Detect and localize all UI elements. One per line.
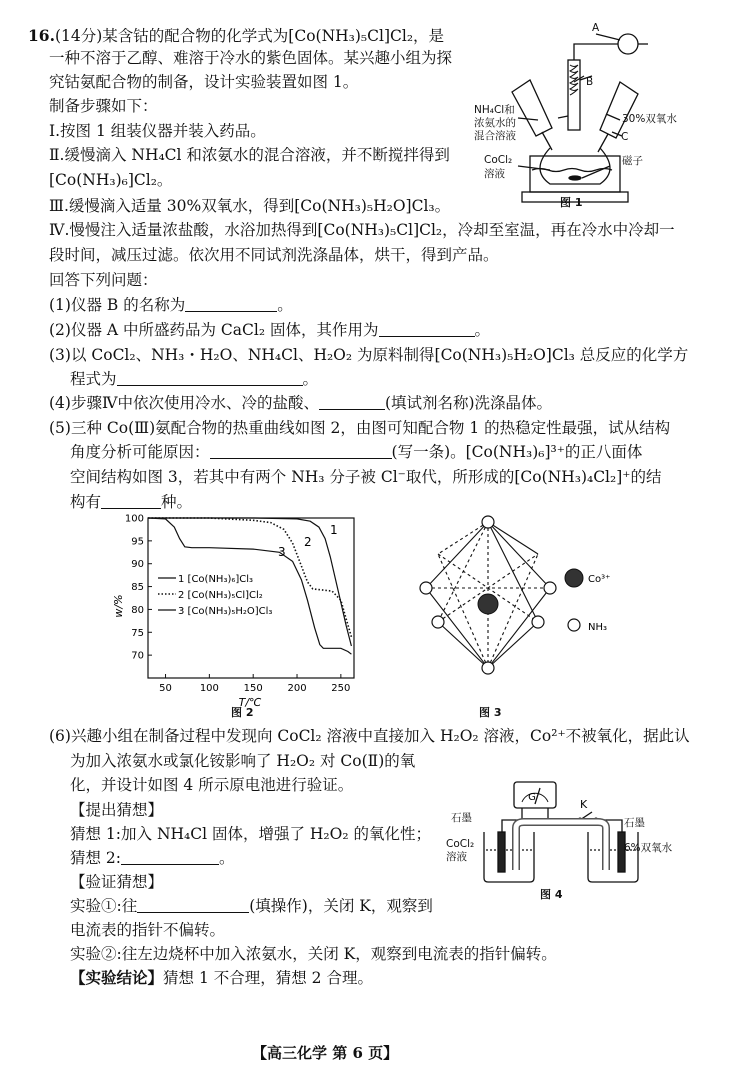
fig1-label-a: A <box>592 22 600 34</box>
steps-title: 制备步骤如下： <box>49 97 158 115</box>
nh3-vertex <box>544 582 556 594</box>
q5-line-4 <box>70 492 192 512</box>
q5-answer-blank-1[interactable] <box>210 442 392 459</box>
left-beaker <box>484 832 534 882</box>
x-tick-label: 200 <box>287 683 307 694</box>
fig1-label-mix-3: 混合溶液 <box>474 130 516 142</box>
step-4b: 段时间，减压过滤。依次用不同试剂洗涤晶体，烘干，得到产品。 <box>49 246 499 264</box>
x-axis-label: T/℃ <box>238 696 262 709</box>
legend-entry-3: 3 [Co(NH₃)₅H₂O]Cl₃ <box>178 606 273 617</box>
fig4-caption: 图 4 <box>540 888 563 901</box>
nh3-vertex <box>432 616 444 628</box>
step-2a: Ⅱ.缓慢滴入 NH₄Cl 和浓氨水的混合溶液，并不断搅拌得到 <box>49 146 450 164</box>
legend-co-symbol <box>565 569 583 587</box>
q5-line-2 <box>70 442 642 462</box>
q4-line <box>49 393 552 413</box>
experiment-1-blank[interactable] <box>137 896 249 913</box>
intro-line-3: 究钴氨配合物的制备，设计实验装置如图 1。 <box>49 73 359 91</box>
q6-line-2: 为加入浓氨水或氯化铵影响了 H₂O₂ 对 Co(Ⅱ)的氧 <box>70 752 416 770</box>
hypothesis-2-blank[interactable] <box>121 848 219 865</box>
figure-2-thermogravimetric-chart <box>112 510 362 710</box>
q5-line-3: 空间结构如图 3，若其中有两个 NH₃ 分子被 Cl⁻取代，所形成的[Co(NH₃)₄Cl₂]⁺的结 <box>70 468 662 486</box>
series-curve-3 <box>148 518 351 654</box>
figure-3-octahedron <box>408 510 658 700</box>
page-footer: 【高三化学 第 6 页】 <box>252 1044 399 1062</box>
q2-text: (2)仪器 A 中所盛药品为 CaCl₂ 固体，其作用为 <box>49 321 379 339</box>
q4-answer-blank[interactable] <box>319 393 385 410</box>
legend-nh3-label: NH₃ <box>588 622 608 633</box>
hypothesis-title: 【提出猜想】 <box>70 801 164 819</box>
experiment-2: 实验②:往左边烧杯中加入浓氨水，关闭 K，观察到电流表的指针偏转。 <box>70 945 557 963</box>
nh3-vertex <box>482 516 494 528</box>
experiment-1-text-a: 实验①:往 <box>70 897 138 915</box>
salt-bridge <box>516 822 606 870</box>
fig1-label-h2o2: 30%双氧水 <box>622 113 677 125</box>
x-tick-label: 100 <box>199 683 219 694</box>
y-tick-label: 75 <box>131 627 144 639</box>
experiment-1-text-b: (填操作)，关闭 K，观察到 <box>249 897 433 915</box>
hypothesis-2-text: 猜想 2: <box>70 849 122 867</box>
q5-text-d: 种。 <box>161 493 193 511</box>
drying-tube-bulb <box>618 34 638 54</box>
q3-line-1: (3)以 CoCl₂、NH₃・H₂O、NH₄Cl、H₂O₂ 为原料制得[Co(NH₃)₅H₂O]Cl₃ 总反应的化学方 <box>49 346 689 364</box>
y-tick-label: 85 <box>131 582 144 594</box>
q6-line-1: (6)兴趣小组在制备过程中发现向 CoCl₂ 溶液中直接加入 H₂O₂ 溶液，Co²⁺不被氧化，据此认 <box>49 727 690 745</box>
curve-3-label: 3 <box>278 545 286 559</box>
nh3-vertex <box>420 582 432 594</box>
co-center-atom <box>478 594 498 614</box>
fig1-label-cocl2-2: 溶液 <box>484 168 505 180</box>
q3-line-2 <box>70 369 318 389</box>
q1-line <box>49 295 293 315</box>
q5-line-1: (5)三种 Co(Ⅲ)氨配合物的热重曲线如图 2，由图可知配合物 1 的热稳定性最强，试从结构 <box>49 419 671 437</box>
q5-text-c: 构有 <box>70 493 102 511</box>
step-3: Ⅲ.缓慢滴入适量 30%双氧水，得到[Co(NH₃)₅H₂O]Cl₃。 <box>49 197 451 215</box>
q3-text: 程式为 <box>70 370 117 388</box>
fig1-caption: 图 1 <box>560 196 583 209</box>
q2-answer-blank[interactable] <box>379 320 475 337</box>
hypothesis-1: 猜想 1:加入 NH₄Cl 固体，增强了 H₂O₂ 的氧化性； <box>70 825 431 843</box>
q1-text: (1)仪器 B 的名称为 <box>49 296 186 314</box>
y-tick-label: 70 <box>131 650 144 662</box>
legend-nh3-symbol <box>568 619 580 631</box>
nh3-vertex <box>482 662 494 674</box>
question-number: 16. <box>28 26 55 45</box>
y-tick-label: 80 <box>131 604 144 616</box>
conclusion-title: 【实验结论】 <box>70 968 164 987</box>
x-tick-label: 50 <box>159 683 172 694</box>
fig4-h2o2: 6%双氧水 <box>624 842 673 854</box>
answer-title: 回答下列问题： <box>49 271 158 289</box>
experiment-1-line <box>70 896 433 916</box>
q1-answer-blank[interactable] <box>185 295 277 312</box>
q3-answer-blank[interactable] <box>117 369 303 386</box>
fig4-cocl2-1: CoCl₂ <box>446 838 475 850</box>
q2-line <box>49 320 490 340</box>
question-header-line <box>28 26 444 46</box>
x-tick-label: 150 <box>243 683 263 694</box>
legend-entry-1: 1 [Co(NH₃)₆]Cl₃ <box>178 574 254 585</box>
q5-answer-blank-2[interactable] <box>101 492 161 509</box>
water-bath <box>530 156 620 192</box>
fig1-label-b: B <box>586 76 594 88</box>
hypothesis-2-end: 。 <box>219 849 235 867</box>
legend-co-label: Co³⁺ <box>588 574 611 585</box>
fig4-cocl2-2: 溶液 <box>446 851 467 863</box>
curve-1-label: 1 <box>330 523 338 537</box>
q1-end: 。 <box>277 296 293 314</box>
fig2-caption: 图 2 <box>231 706 254 719</box>
condenser-b <box>568 60 580 130</box>
conclusion-text: 猜想 1 不合理，猜想 2 合理。 <box>163 969 373 987</box>
q5-text-b: (写一条)。[Co(NH₃)₆]³⁺的正八面体 <box>391 443 643 461</box>
stir-bar <box>569 176 581 180</box>
legend-entry-2: 2 [Co(NH₃)₅Cl]Cl₂ <box>178 590 263 601</box>
y-tick-label: 90 <box>131 559 144 571</box>
y-tick-label: 95 <box>131 536 144 548</box>
left-funnel <box>512 80 552 136</box>
right-beaker <box>588 832 638 882</box>
fig3-caption: 图 3 <box>479 706 502 719</box>
step-1: Ⅰ.按图 1 组装仪器并装入药品。 <box>49 122 266 140</box>
x-tick-label: 250 <box>331 683 351 694</box>
fig1-label-c: C <box>621 131 629 143</box>
step-2b: [Co(NH₃)₆]Cl₂。 <box>49 171 173 189</box>
galvanometer-label: G <box>528 792 536 803</box>
q3-end: 。 <box>302 370 319 388</box>
experiment-1-line-2: 电流表的指针不偏转。 <box>70 921 226 939</box>
y-axis-label: w/% <box>112 594 125 618</box>
q2-end: 。 <box>474 321 491 339</box>
nh3-vertex <box>532 616 544 628</box>
fig4-graphite-left: 石墨 <box>451 812 472 824</box>
question-score: (14分) <box>54 27 103 45</box>
q6-line-3: 化，并设计如图 4 所示原电池进行验证。 <box>70 776 354 794</box>
q5-text-a: 角度分析可能原因： <box>70 443 210 461</box>
fig1-label-mix-2: 浓氨水的 <box>474 117 516 129</box>
y-tick-label: 100 <box>124 513 144 525</box>
hypothesis-2-line <box>70 848 235 868</box>
verify-title: 【验证猜想】 <box>70 873 164 891</box>
intro-line-2: 一种不溶于乙醇、难溶于冷水的紫色固体。某兴趣小组为探 <box>49 49 453 67</box>
q4-end: (填试剂名称)洗涤晶体。 <box>384 394 553 412</box>
fig4-graphite-right: 石墨 <box>624 817 645 829</box>
step-4a: Ⅳ.慢慢注入适量浓盐酸，水浴加热得到[Co(NH₃)₅Cl]Cl₂，冷却至室温，再在冷水中冷却一 <box>49 221 675 239</box>
left-graphite-electrode <box>498 832 505 872</box>
right-funnel-c <box>600 82 638 138</box>
fig1-label-mix-1: NH₄Cl和 <box>474 104 515 116</box>
fig1-label-cocl2-1: CoCl₂ <box>484 154 513 166</box>
figure-4-galvanic-cell <box>440 778 690 888</box>
intro-line-1: 某含钴的配合物的化学式为[Co(NH₃)₅Cl]Cl₂，是 <box>102 27 445 45</box>
conclusion-line <box>70 968 373 988</box>
switch-label: K <box>580 798 588 811</box>
fig1-label-magnet: 磁子 <box>622 155 643 167</box>
q4-text: (4)步骤Ⅳ中依次使用冷水、冷的盐酸、 <box>49 394 319 412</box>
curve-2-label: 2 <box>304 535 312 549</box>
